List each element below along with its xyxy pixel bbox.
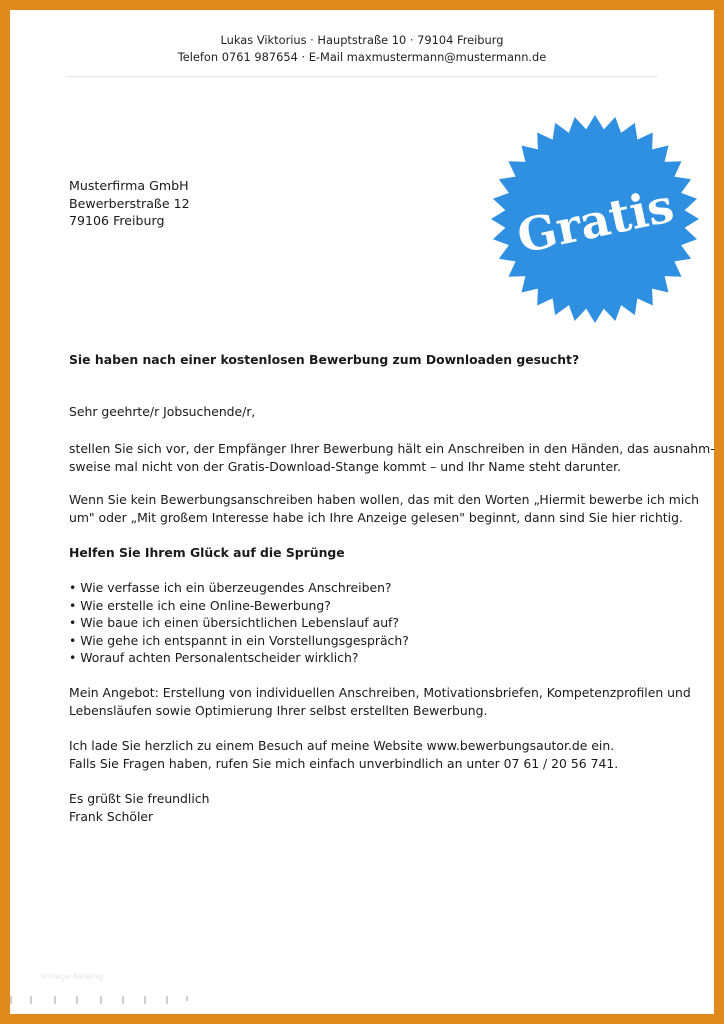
sender-contact-line: Telefon 0761 987654 · E-Mail maxmustermann@mustermann.de bbox=[177, 50, 547, 64]
list-item: • Wie baue ich einen übersichtlichen Lebenslauf auf? bbox=[69, 615, 399, 630]
list-item: • Worauf achten Personalentscheider wirklich? bbox=[69, 650, 359, 665]
badge-text: Gratis bbox=[512, 178, 679, 264]
section-heading: Helfen Sie Ihrem Glück auf die Sprünge bbox=[69, 545, 345, 560]
recipient-company: Musterfirma GmbH bbox=[69, 178, 189, 193]
sender-header bbox=[10, 32, 714, 66]
paragraph-line: stellen Sie sich vor, der Empfänger Ihrer Bewerbung hält ein Anschreiben in den Händen, das ausnahm- bbox=[69, 441, 715, 456]
letter-salutation: Sehr geehrte/r Jobsuchende/r, bbox=[69, 404, 256, 419]
paragraph-line: Lebensläufen sowie Optimierung Ihrer selbst erstellten Bewerbung. bbox=[69, 702, 488, 718]
recipient-address bbox=[69, 177, 190, 230]
gratis-badge bbox=[490, 114, 700, 324]
paragraph-intro bbox=[69, 440, 715, 475]
paragraph-line: um" oder „Mit großem Interesse habe ich Ihre Anzeige gelesen" beginnt, dann sind Sie hier richtig. bbox=[69, 509, 683, 525]
closing-phrase: Es grüßt Sie freundlich bbox=[69, 791, 210, 806]
sender-address-line: Lukas Viktorius · Hauptstraße 10 · 79104 Freiburg bbox=[220, 33, 504, 47]
list-item: • Wie verfasse ich ein überzeugendes Anschreiben? bbox=[69, 580, 392, 595]
paragraph-line: Mein Angebot: Erstellung von individuellen Anschreiben, Motivationsbriefen, Kompetenzprofilen und bbox=[69, 685, 691, 700]
signature-name: Frank Schöler bbox=[69, 808, 154, 824]
paragraph-line: Wenn Sie kein Bewerbungsanschreiben haben wollen, das mit den Worten „Hiermit bewerbe ich mich bbox=[69, 492, 699, 507]
paragraph-invite bbox=[69, 737, 689, 772]
letter-page bbox=[10, 10, 714, 1014]
recipient-street: Bewerberstraße 12 bbox=[69, 195, 190, 211]
list-item: • Wie erstelle ich eine Online-Bewerbung? bbox=[69, 597, 331, 613]
paragraph-line: Falls Sie Fragen haben, rufen Sie mich einfach unverbindlich an unter 07 61 / 20 56 741. bbox=[69, 755, 619, 771]
footer-watermark: Vorlage Katalog bbox=[40, 972, 103, 981]
paragraph-line: sweise mal nicht von der Gratis-Download-Stange kommt – und Ihr Name steht darunter. bbox=[69, 458, 622, 474]
question-list bbox=[69, 579, 689, 667]
paragraph-line: Ich lade Sie herzlich zu einem Besuch auf meine Website www.bewerbungsautor.de ein. bbox=[69, 738, 615, 753]
paragraph-offer bbox=[69, 684, 689, 719]
letter-closing bbox=[69, 790, 689, 825]
recipient-city: 79106 Freiburg bbox=[69, 213, 165, 228]
letter-subject: Sie haben nach einer kostenlosen Bewerbung zum Downloaden gesucht? bbox=[69, 352, 580, 367]
header-divider bbox=[68, 76, 658, 77]
list-item: • Wie gehe ich entspannt in ein Vorstellungsgespräch? bbox=[69, 632, 409, 648]
footer-tick-marks bbox=[10, 996, 210, 1006]
paragraph-hiermit bbox=[69, 491, 699, 526]
